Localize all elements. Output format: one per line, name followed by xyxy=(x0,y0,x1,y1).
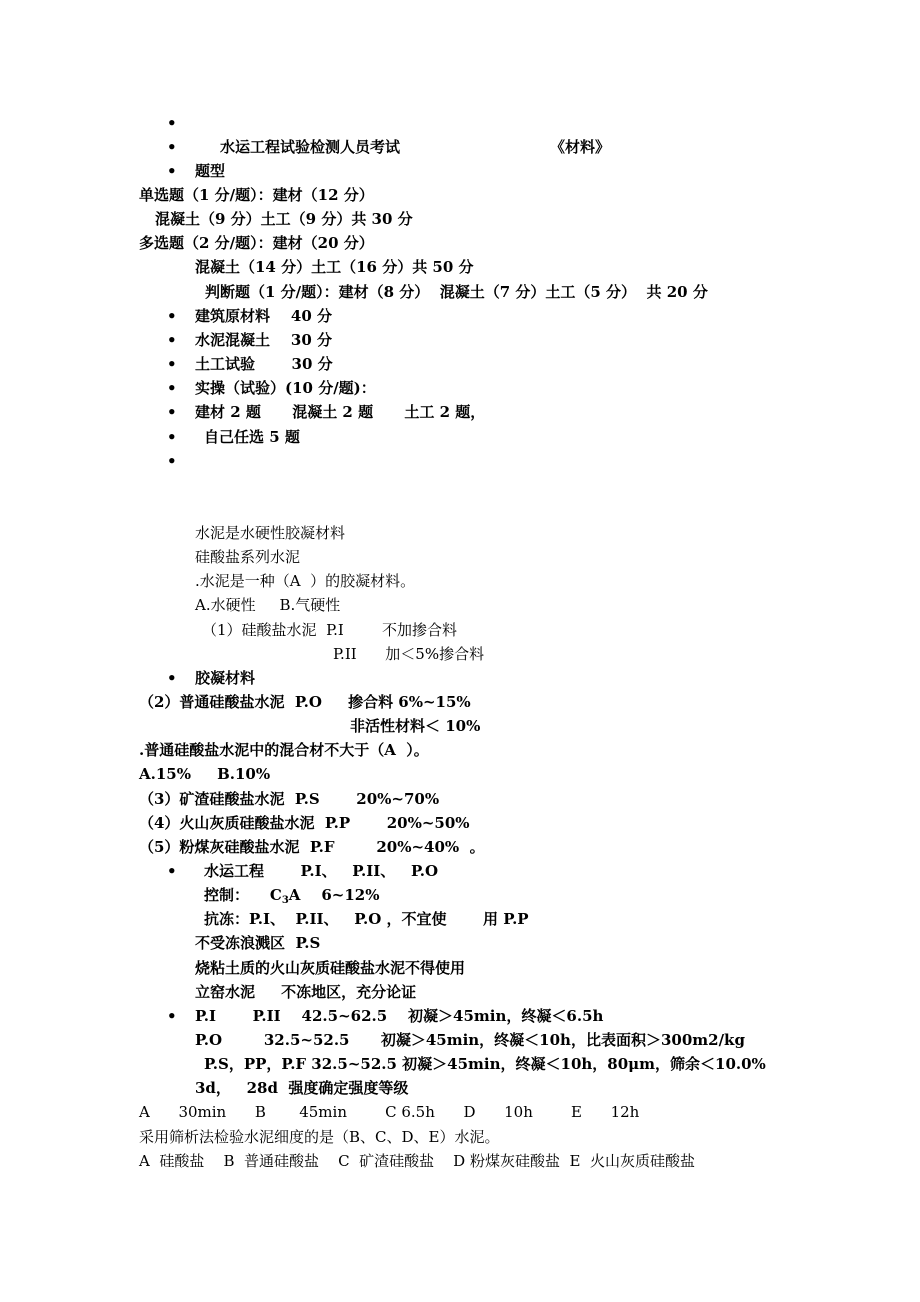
bullet-icon: • xyxy=(167,355,177,373)
bullet-icon: • xyxy=(167,403,177,421)
control-label: 控制： C xyxy=(204,886,282,904)
practical-items: 建材 2 题 混凝土 2 题 土工 2 题， xyxy=(195,403,486,421)
bullet-icon: • xyxy=(167,669,177,687)
bullet-icon: • xyxy=(167,428,177,446)
answer-options: A 30min B 45min C 6.5h D 10h E 12h xyxy=(139,1103,640,1121)
text-line: 不受冻浪溅区 P.S xyxy=(195,934,321,952)
score-item: 建筑原材料 40 分 xyxy=(195,307,332,325)
text-line: 水泥是水硬性胶凝材料 xyxy=(195,524,346,542)
bullet-icon: • xyxy=(167,162,177,180)
text-line: 抗冻：P.I、 P.II、 P.O ，不宜使 用 P.P xyxy=(204,910,529,928)
bullet-icon: • xyxy=(167,1007,177,1025)
text-line: P.O 32.5~52.5 初凝＞45min，终凝＜10h，比表面积＞300m2/kg xyxy=(195,1031,745,1049)
single-choice-line: 单选题（1 分/题）：建材（12 分） xyxy=(139,186,374,204)
question-line: 采用筛析法检验水泥细度的是（B、C、D、E）水泥。 xyxy=(139,1128,500,1146)
text-line: （1）硅酸盐水泥 P.I 不加掺合料 xyxy=(202,621,457,639)
question-line: .水泥是一种（A ）的胶凝材料。 xyxy=(195,572,416,590)
score-item: 土工试验 30 分 xyxy=(195,355,333,373)
optional-line: 自己任选 5 题 xyxy=(204,428,300,446)
section-label: 水运工程 P.I、 P.II、 P.O xyxy=(204,862,439,880)
question-line: .普通硅酸盐水泥中的混合材不大于（A ）。 xyxy=(139,741,429,759)
multi-choice-line: 多选题（2 分/题）：建材（20 分） xyxy=(139,234,374,252)
score-item: 水泥混凝土 30 分 xyxy=(195,331,332,349)
text-line: P.I P.II 42.5~62.5 初凝＞45min，终凝＜6.5h xyxy=(195,1007,604,1025)
bullet-icon: • xyxy=(167,452,177,470)
practical-line: 实操（试验）(10 分/题)： xyxy=(195,379,376,397)
multi-choice-detail: 混凝土（14 分）土工（16 分）共 50 分 xyxy=(195,258,474,276)
section-label: 胶凝材料 xyxy=(195,669,256,687)
text-line: P.S，PP，P.F 32.5~52.5 初凝＞45min，终凝＜10h，80μm，筛余＜10.0% xyxy=(204,1055,766,1073)
answer-options: A 硅酸盐 B 普通硅酸盐 C 矿渣硅酸盐 D 粉煤灰硅酸盐 E 火山灰质硅酸盐 xyxy=(139,1152,695,1170)
text-line: （5）粉煤灰硅酸盐水泥 P.F 20%~40% 。 xyxy=(139,838,485,856)
type-heading: 题型 xyxy=(195,162,226,180)
bullet-icon: • xyxy=(167,862,177,880)
bullet-icon: • xyxy=(167,307,177,325)
exam-title: 水运工程试验检测人员考试 xyxy=(220,138,401,156)
subject-title: 《材料》 xyxy=(550,138,611,156)
bullet-icon: • xyxy=(167,331,177,349)
text-line: 烧粘土质的火山灰质硅酸盐水泥不得使用 xyxy=(195,959,466,977)
judgment-line: 判断题（1 分/题）：建材（8 分） 混凝土（7 分）土工（5 分） 共 20 分 xyxy=(205,283,708,301)
bullet-icon: • xyxy=(167,379,177,397)
text-line: 硅酸盐系列水泥 xyxy=(195,548,301,566)
subscript: 3 xyxy=(281,895,289,906)
answer-options: A.15% B.10% xyxy=(139,765,271,783)
control-line xyxy=(204,885,379,911)
answer-options: A.水硬性 B.气硬性 xyxy=(195,596,341,614)
text-line: 非活性材料＜ 10% xyxy=(350,717,481,735)
text-line: 3d， 28d 强度确定强度等级 xyxy=(195,1079,409,1097)
text-line: 立窑水泥 不冻地区，充分论证 xyxy=(195,983,417,1001)
control-value: A 6~12% xyxy=(288,886,380,904)
text-line: （4）火山灰质硅酸盐水泥 P.P 20%~50% xyxy=(139,814,470,832)
text-line: （3）矿渣硅酸盐水泥 P.S 20%~70% xyxy=(139,790,440,808)
text-line: P.II 加＜5%掺合料 xyxy=(333,645,485,663)
bullet-icon: • xyxy=(167,114,177,132)
text-line: （2）普通硅酸盐水泥 P.O 掺合料 6%~15% xyxy=(139,693,471,711)
bullet-icon: • xyxy=(167,138,177,156)
single-choice-detail: 混凝土（9 分）土工（9 分）共 30 分 xyxy=(155,210,413,228)
